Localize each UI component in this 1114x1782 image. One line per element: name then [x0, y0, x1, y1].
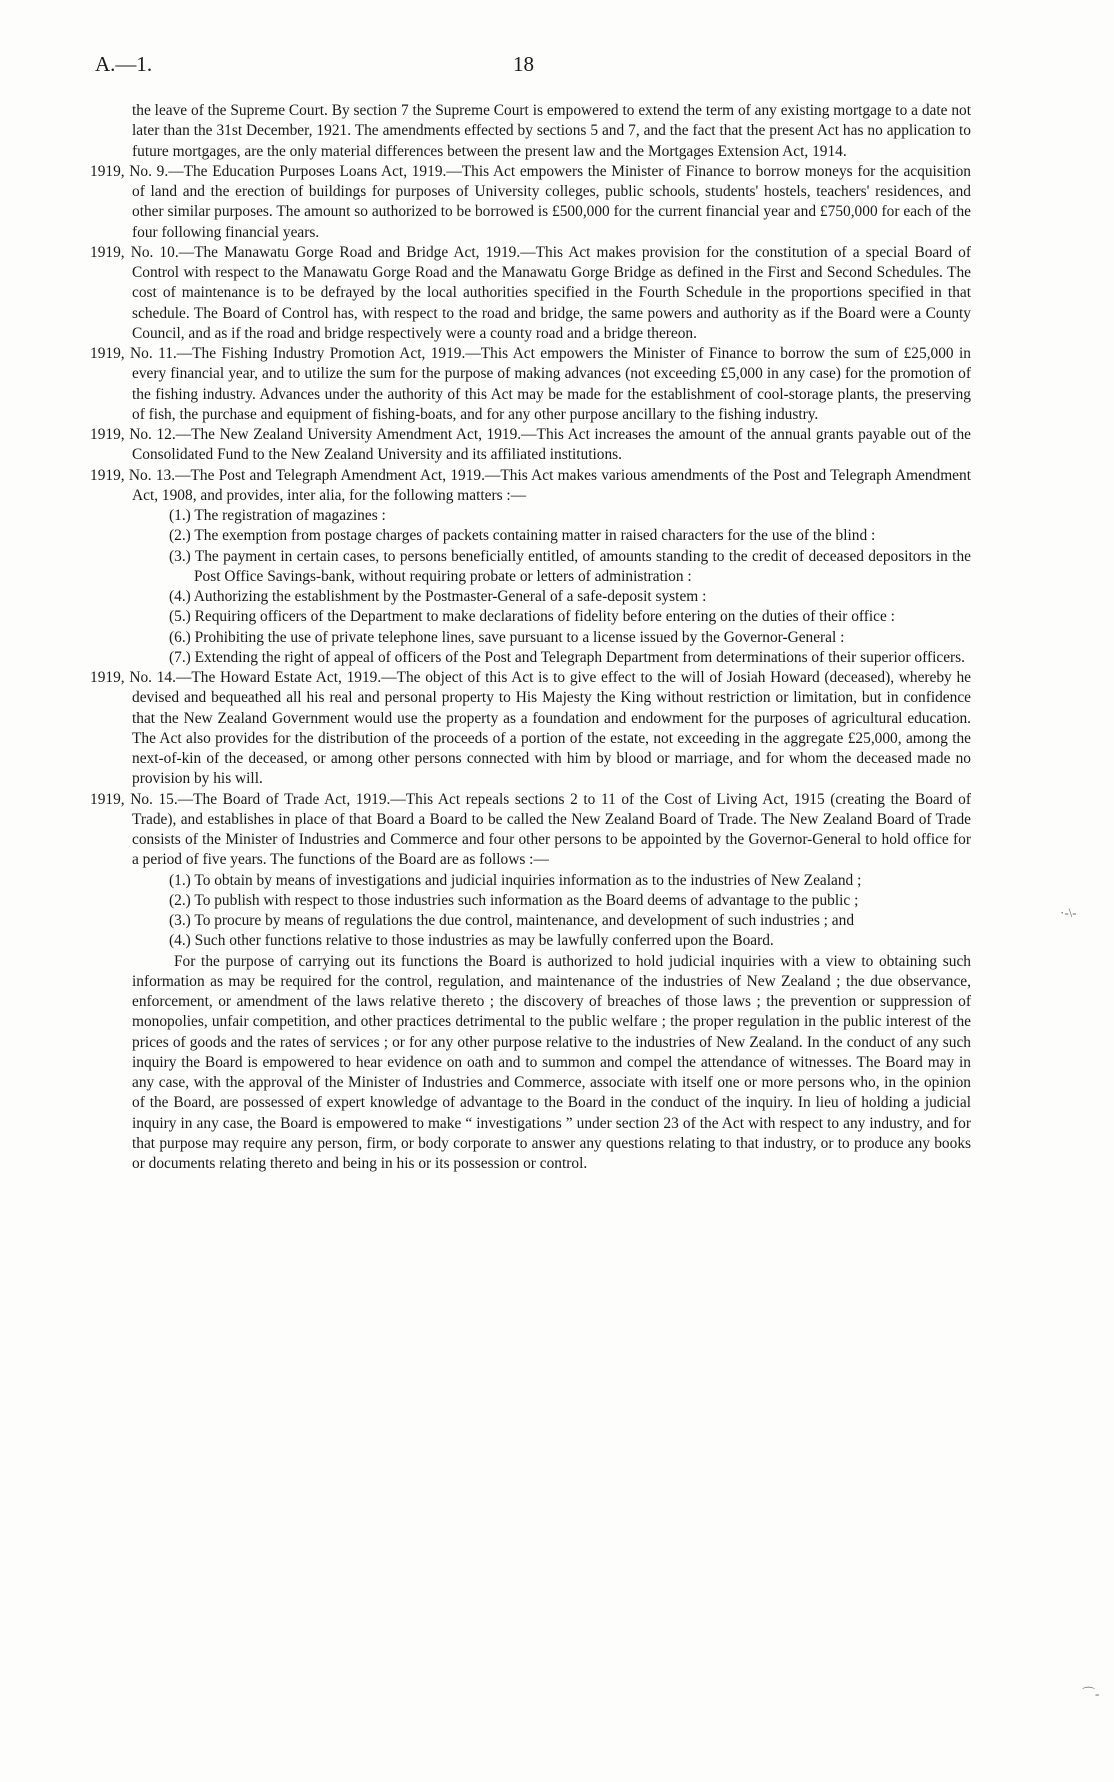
- list-item: (4.) Authorizing the establishment by the Postmaster-General of a safe-deposit system :: [169, 588, 707, 605]
- list-item: (7.) Extending the right of appeal of officers of the Post and Telegraph Department from determinations of their superior officers.: [169, 648, 965, 666]
- page-number: 18: [513, 52, 534, 76]
- list-item: (1.) The registration of magazines :: [169, 507, 386, 524]
- list-item: (3.) The payment in certain cases, to persons beneficially entitled, of amounts standing to the credit of deceased depositors in the Post Office Savings-bank, without requiring probate or letters of administration :: [169, 547, 971, 585]
- list-item: (4.) Such other functions relative to those industries as may be lawfully conferred upon the Board.: [169, 932, 774, 950]
- act-paragraph: 1919, No. 9.—The Education Purposes Loans Act, 1919.—This Act empowers the Minister of Finance to borrow moneys for the acquisition of land and the erection of buildings for purposes of University colleges, public schools, students' hostels, teachers' residences, and other similar purposes. The amount so authorized to be borrowed is £500,000 for the current financial year and £750,000 for each of the four following financial years.: [90, 162, 971, 241]
- paragraph: the leave of the Supreme Court. By section 7 the Supreme Court is empowered to extend the term of any existing mortgage to a date not later than the 31st December, 1921. The amendments effected by sections 5 and 7, and the fact that the present Act has no application to future mortgages, are the only material differences between the present law and the Mortgages Extension Act, 1914.: [132, 102, 971, 160]
- document-body: [90, 101, 971, 1174]
- list-item: (3.) To procure by means of regulations the due control, maintenance, and development of such industries ; and: [169, 912, 855, 929]
- list-item: (6.) Prohibiting the use of private telephone lines, save pursuant to a license issued by the Governor-General :: [169, 628, 845, 646]
- list-item: (1.) To obtain by means of investigations and judicial inquiries information as to the industries of New Zealand ;: [169, 871, 862, 889]
- list-item: (2.) The exemption from postage charges of packets containing matter in raised characters for the use of the blind :: [169, 527, 876, 545]
- page-header: [95, 52, 1019, 80]
- paragraph: For the purpose of carrying out its functions the Board is authorized to hold judicial inquiries with a view to obtaining such information as may be required for the control, regulation, and maintenance of the industries of New Zealand ; the due observance, enforcement, or amendment of the laws relative thereto ; the discovery of breaches of those laws ; the prevention or suppression of monopolies, unfair competition, and other practices detrimental to the public welfare ; the proper regulation in the public interest of the prices of goods and the rates of services ; or for any other purpose relative to the industries of New Zealand. In the conduct of any such inquiry the Board is empowered to hear evidence on oath and to summon and compel the attendance of witnesses. The Board may in any case, with the approval of the Minister of Industries and Commerce, associate with itself one or more persons who, in the opinion of the Board, are possessed of expert knowledge of advantage to the Board in the conduct of the inquiry. In lieu of holding a judicial inquiry in any case, the Board is empowered to make “ investigations ” under section 23 of the Act with respect to any industry, and for that purpose may require any person, firm, or body corporate to answer any questions relating to that industry, or to produce any books or documents relating thereto and being in his or its possession or control.: [132, 952, 971, 1172]
- act-paragraph: 1919, No. 11.—The Fishing Industry Promotion Act, 1919.—This Act empowers the Minister of Finance to borrow the sum of £25,000 in every financial year, and to utilize the sum for the purpose of making advances (not exceeding £5,000 in any case) for the promotion of the fishing industry. Advances under the authority of this Act may be made for the establishment of cool-storage plants, the preserving of fish, the purchase and equipment of fishing-boats, and for any other purpose ancillary to the fishing industry.: [90, 345, 971, 423]
- act-paragraph: 1919, No. 13.—The Post and Telegraph Amendment Act, 1919.—This Act makes various amendments of the Post and Telegraph Amendment Act, 1908, and provides, inter alia, for the following matters :—: [90, 466, 971, 504]
- act-paragraph: 1919, No. 12.—The New Zealand University Amendment Act, 1919.—This Act increases the amount of the annual grants payable out of the Consolidated Fund to the New Zealand University and its affiliated institutions.: [90, 426, 971, 464]
- document-reference: A.—1.: [95, 52, 153, 76]
- list-item: (2.) To publish with respect to those industries such information as the Board deems of advantage to the public ;: [169, 891, 859, 909]
- margin-mark: ·-\-: [1060, 905, 1077, 920]
- act-paragraph: 1919, No. 14.—The Howard Estate Act, 1919.—The object of this Act is to give effect to the will of Josiah Howard (deceased), whereby he devised and bequeathed all his real and personal property to His Majesty the King without restriction or limitation, but in confidence that the New Zealand Government would use the property as a foundation and endowment for the purposes of agricultural education. The Act also provides for the distribution of the proceeds of a portion of the estate, not exceeding in the aggregate £25,000, among the next-of-kin of the deceased, or among other persons connected with him by blood or marriage, and for whom the deceased made no provision by his will.: [90, 669, 971, 788]
- act-paragraph: 1919, No. 15.—The Board of Trade Act, 1919.—This Act repeals sections 2 to 11 of the Cost of Living Act, 1915 (creating the Board of Trade), and establishes in place of that Board a Board to be called the New Zealand Board of Trade. The New Zealand Board of Trade consists of the Minister of Industries and Commerce and four other persons to be appointed by the Governor-General to hold office for a period of five years. The functions of the Board are as follows :—: [90, 790, 971, 869]
- list-item: (5.) Requiring officers of the Department to make declarations of fidelity before entering on the duties of their office :: [169, 608, 895, 626]
- margin-mark: ⌒-: [1082, 1686, 1100, 1701]
- act-paragraph: 1919, No. 10.—The Manawatu Gorge Road and Bridge Act, 1919.—This Act makes provision for the constitution of a special Board of Control with respect to the Manawatu Gorge Road and the Manawatu Gorge Bridge as defined in the First and Second Schedules. The cost of maintenance is to be defrayed by the local authorities specified in the Fourth Schedule in the proportions specified in that schedule. The Board of Control has, with respect to the road and bridge, the same powers and authority as if the Board were a County Council, and as if the road and bridge respectively were a county road and a bridge thereon.: [90, 243, 971, 342]
